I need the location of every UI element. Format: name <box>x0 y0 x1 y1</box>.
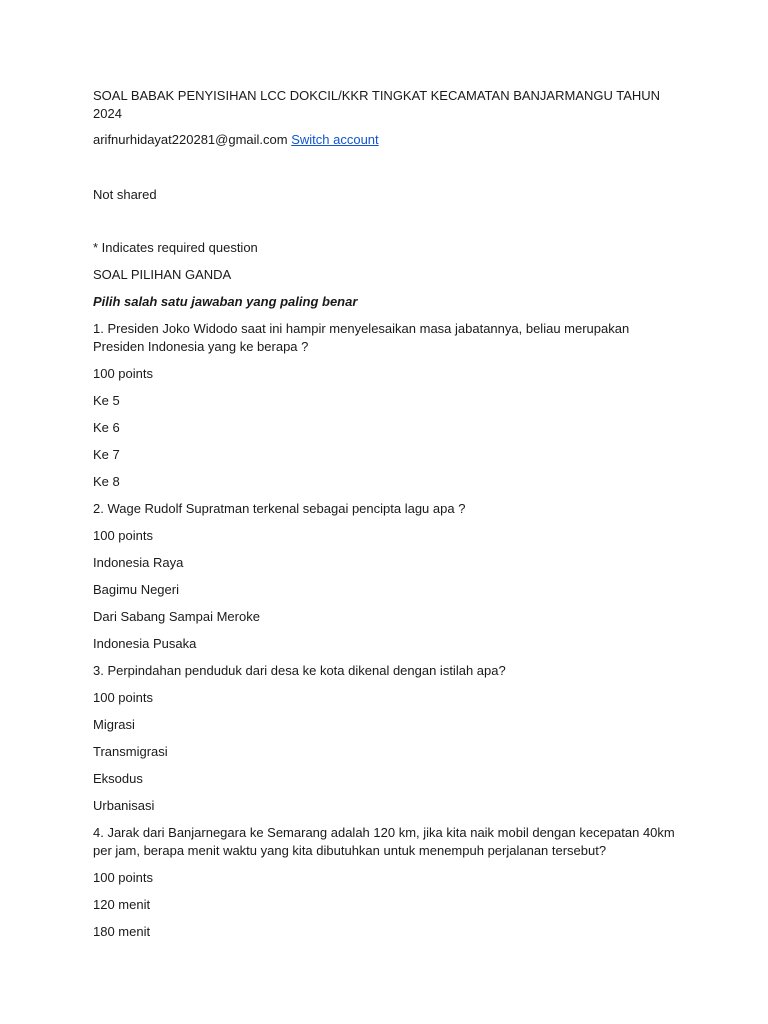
section-instruction: Pilih salah satu jawaban yang paling benar <box>93 294 358 309</box>
question-points: 100 points <box>93 366 153 381</box>
spacer <box>93 213 683 239</box>
question-block <box>93 662 683 815</box>
answer-option[interactable]: Transmigrasi <box>93 744 168 759</box>
answer-option[interactable]: Ke 5 <box>93 393 120 408</box>
form-title: SOAL BABAK PENYISIHAN LCC DOKCIL/KKR TINGKAT KECAMATAN BANJARMANGU TAHUN 2024 <box>93 88 661 121</box>
section-title: SOAL PILIHAN GANDA <box>93 267 232 282</box>
spacer <box>93 158 683 186</box>
question-block <box>93 320 683 491</box>
answer-option[interactable]: Eksodus <box>93 771 143 786</box>
answer-option[interactable]: 120 menit <box>93 897 151 912</box>
question-text: 3. Perpindahan penduduk dari desa ke kota dikenal dengan istilah apa? <box>93 663 506 678</box>
account-email: arifnurhidayat220281@gmail.com <box>93 132 288 147</box>
question-points: 100 points <box>93 870 153 885</box>
question-text: 2. Wage Rudolf Supratman terkenal sebagai pencipta lagu apa ? <box>93 501 466 516</box>
answer-option[interactable]: Dari Sabang Sampai Meroke <box>93 609 260 624</box>
answer-option[interactable]: 180 menit <box>93 924 151 939</box>
question-points: 100 points <box>93 690 153 705</box>
answer-option[interactable]: Ke 8 <box>93 474 120 489</box>
question-block <box>93 500 683 653</box>
question-text: 1. Presiden Joko Widodo saat ini hampir menyelesaikan masa jabatannya, beliau merupakan Presiden Indonesia yang ke berapa ? <box>93 321 630 354</box>
answer-option[interactable]: Urbanisasi <box>93 798 155 813</box>
account-row <box>93 131 683 149</box>
question-text: 4. Jarak dari Banjarnegara ke Semarang adalah 120 km, jika kita naik mobil dengan kecepatan 40km per jam, berapa menit waktu yang kita dibutuhkan untuk menempuh perjalanan tersebut? <box>93 825 675 858</box>
answer-option[interactable]: Ke 7 <box>93 447 120 462</box>
required-note: * Indicates required question <box>93 240 258 255</box>
answer-option[interactable]: Migrasi <box>93 717 135 732</box>
answer-option[interactable]: Ke 6 <box>93 420 120 435</box>
form-document <box>93 87 683 950</box>
answer-option[interactable]: Indonesia Raya <box>93 555 184 570</box>
shared-status: Not shared <box>93 187 157 202</box>
question-points: 100 points <box>93 528 153 543</box>
question-block <box>93 824 683 941</box>
switch-account-link[interactable]: Switch account <box>291 132 379 147</box>
answer-option[interactable]: Indonesia Pusaka <box>93 636 197 651</box>
answer-option[interactable]: Bagimu Negeri <box>93 582 179 597</box>
